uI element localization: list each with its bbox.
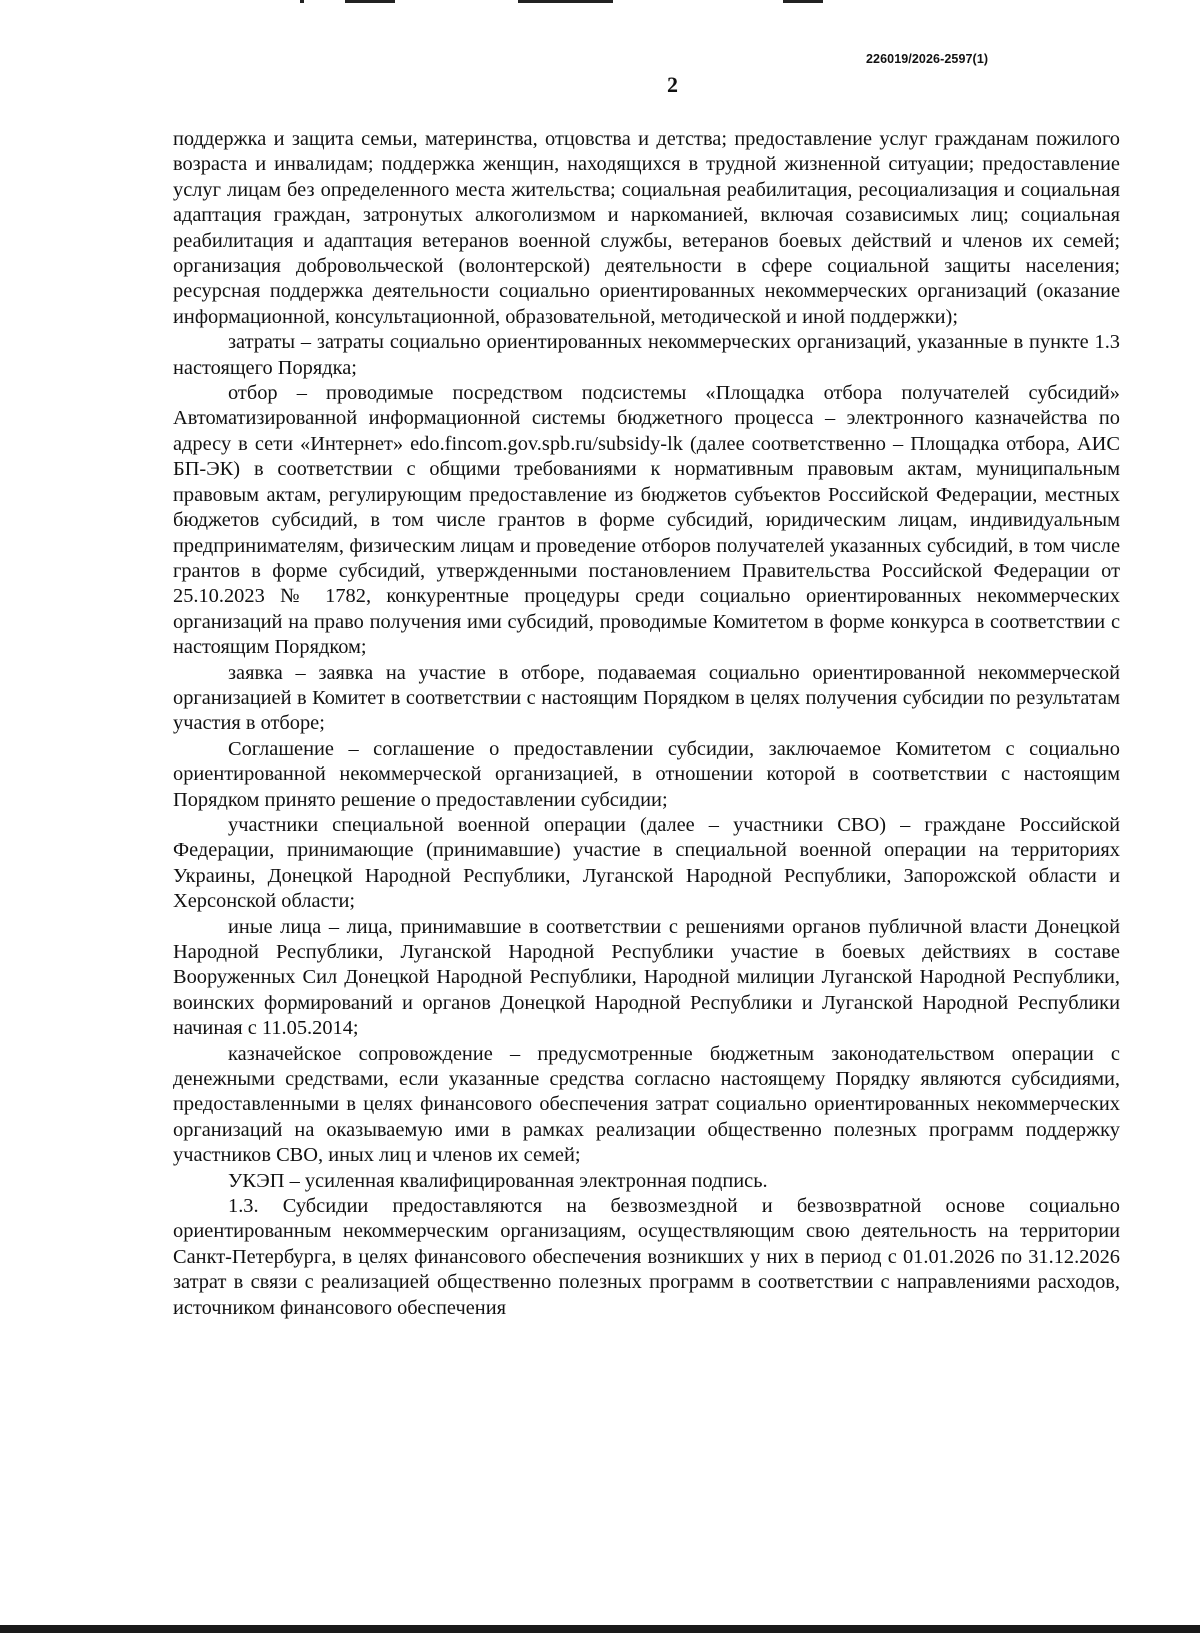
paragraph-5: Соглашение – соглашение о предоставлении субсидии, заключаемое Комитетом с социально ориентированной некоммерческой организацией, в отношении которой в соответствии с настоящим Порядком принято решение о предоставлении субсидии; — [173, 737, 1120, 811]
paragraph-6: участники специальной военной операции (далее – участники СВО) – граждане Российской Федерации, принимающие (принимавшие) участие в специальной военной операции на территориях Украины, Донецкой Народной Республики, Луганской Народной Республики, Запорожской области и Херсонской области; — [173, 813, 1120, 913]
page-number: 2 — [667, 72, 678, 97]
paragraph-1: поддержка и защита семьи, материнства, отцовства и детства; предоставление услуг гражданам пожилого возраста и инвалидам; поддержка женщин, находящихся в трудной жизненной ситуации; предоставление услуг лицам без определенного места жительства; социальная реабилитация, ресоциализация и социальная адаптация граждан, затронутых алкоголизмом и наркоманией, включая созависимых лиц; социальная реабилитация и адаптация ветеранов военной службы, ветеранов боевых действий и членов их семей; организация добровольческой (волонтерской) деятельности в сфере социальной защиты населения; ресурсная поддержка деятельности социально ориентированных некоммерческих организаций (оказание информационной, консультационной, образовательной, методической и иной поддержки); — [173, 128, 1120, 328]
paragraph-4: заявка – заявка на участие в отборе, подаваемая социально ориентированной некоммерческой организацией в Комитет в соответствии с настоящим Порядком в целях получения субсидии по результатам участия в отборе; — [173, 661, 1120, 735]
scan-bottom-edge — [0, 1625, 1200, 1633]
paragraph-2: затраты – затраты социально ориентированных некоммерческих организаций, указанные в пункте 1.3 настоящего Порядка; — [173, 331, 1120, 379]
paragraph-7: иные лица – лица, принимавшие в соответствии с решениями органов публичной власти Донецкой Народной Республики, Луганской Народной Республики участие в боевых действиях в составе Вооруженных Сил Донецкой Народной Республики, Народной милиции Луганской Народной Республики, воинских формирований и органов Донецкой Народной Республики и Луганской Народной Республики начиная с 11.05.2014; — [173, 915, 1120, 1040]
document-body — [173, 127, 1120, 1321]
scan-edge-mark-3 — [518, 0, 613, 3]
paragraph-8: казначейское сопровождение – предусмотренные бюджетным законодательством операции с денежными средствами, если указанные средства согласно настоящему Порядку являются субсидиями, предоставленными в целях финансового обеспечения затрат социально ориентированных некоммерческих организаций на оказываемую ими в рамках реализации общественно полезных программ поддержку участников СВО, иных лиц и членов их семей; — [173, 1042, 1120, 1167]
scan-edge-mark-4 — [783, 0, 823, 3]
scan-edge-mark-2 — [345, 0, 395, 3]
paragraph-9: УКЭП – усиленная квалифицированная электронная подпись. — [228, 1169, 768, 1192]
document-number: 226019/2026-2597(1) — [866, 52, 989, 66]
scan-edge-mark-1 — [300, 0, 304, 3]
paragraph-3: отбор – проводимые посредством подсистемы «Площадка отбора получателей субсидий» Автоматизированной информационной системы бюджетного процесса – электронного казначейства по адресу в сети «Интернет» edo.fincom.gov.spb.ru/subsidy-lk (далее соответственно – Площадка отбора, АИС БП-ЭК) в соответствии с общими требованиями к нормативным правовым актам, муниципальным правовым актам, регулирующим предоставление из бюджетов субъектов Российской Федерации, местных бюджетов субсидий, в том числе грантов в форме субсидий, юридическим лицам, индивидуальным предпринимателям, физическим лицам и проведение отборов получателей указанных субсидий, в том числе грантов в форме субсидий, утвержденными постановлением Правительства Российской Федерации от 25.10.2023 № 1782, конкурентные процедуры среди социально ориентированных некоммерческих организаций на право получения ими субсидий, проводимые Комитетом в форме конкурса в соответствии с настоящим Порядком; — [173, 382, 1120, 659]
paragraph-10: 1.3. Субсидии предоставляются на безвозмездной и безвозвратной основе социально ориентированным некоммерческим организациям, осуществляющим свою деятельность на территории Санкт-Петербурга, в целях финансового обеспечения возникших у них в период с 01.01.2026 по 31.12.2026 затрат в связи с реализацией общественно полезных программ в соответствии с направлениями расходов, источником финансового обеспечения — [173, 1195, 1120, 1319]
